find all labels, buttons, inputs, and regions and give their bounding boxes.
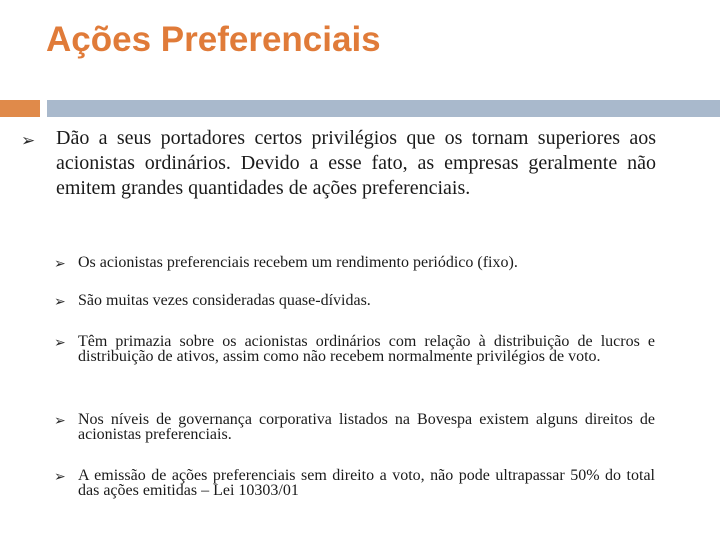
arrowhead-bullet-icon: ➢ <box>54 335 66 351</box>
sub-bullet-text: Nos níveis de governança corporativa listados na Bovespa existem alguns direitos de acionistas preferenciais. <box>78 411 655 443</box>
sub-bullet-text: Os acionistas preferenciais recebem um rendimento periódico (fixo). <box>78 254 518 271</box>
arrowhead-bullet-icon: ➢ <box>54 294 66 310</box>
sub-bullet-text: Têm primazia sobre os acionistas ordinários com relação à distribuição de lucros e distribuição de ativos, assim como não recebem normalmente privilégios de voto. <box>78 333 655 365</box>
arrowhead-bullet-icon: ➢ <box>54 413 66 429</box>
arrowhead-bullet-icon: ➢ <box>54 256 66 272</box>
arrowhead-bullet-icon: ➢ <box>21 131 36 151</box>
accent-bar-left <box>0 100 40 117</box>
accent-bar-right <box>47 100 720 117</box>
slide-title: Ações Preferenciais <box>46 20 381 59</box>
arrowhead-bullet-icon: ➢ <box>54 469 66 485</box>
main-bullet-text: Dão a seus portadores certos privilégios que os tornam superiores aos acionistas ordinários. Devido a esse fato, as empresas geralmente não emitem grandes quantidades de ações preferenciais. <box>56 127 656 199</box>
sub-bullet-text: São muitas vezes consideradas quase-dívidas. <box>78 292 371 309</box>
sub-bullet-text: A emissão de ações preferenciais sem direito a voto, não pode ultrapassar 50% do total das ações emitidas – Lei 10303/01 <box>78 467 655 499</box>
